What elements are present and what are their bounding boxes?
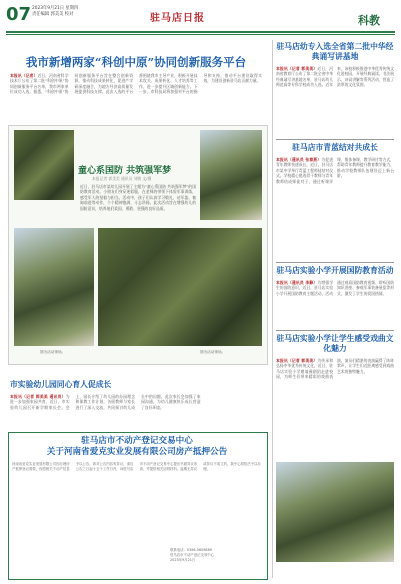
photo-feature-byline: 本报记者 郭美美 通讯员 刘敏 文/摄	[92, 176, 152, 181]
right-article-2-text: 为促进青年教师快速成长，近日，驻马店市某中学举行青蓝工程师徒结对仪式。学校精心挑选骨干教师与青年教师结成师徒对子，通过听课评课、集体备课、教学研讨等方式，帮助青年教师提升教育教学能力，推动学校教师队伍建设迈上新台阶。	[276, 157, 394, 184]
property-notice-body: 河南省爱克实业发展有限公司因办理房产抵押登记需要，现将相关不动产信息予以公告。如对公告内容有异议，请自公告之日起十五个工作日内，向驻马店市不动产登记交易中心提出书面异议申请，并提供相关证明材料。逾期无异议或异议不成立的，我中心将依法予以办理。	[12, 462, 261, 471]
right-article-1-title: 驻马店幼专入选全省第二批中华经典诵写讲基地	[276, 42, 394, 61]
right-article-3-text: 为增强学生的国防意识，近日，驻马店实验小学开展国防教育主题活动。活动通过观看国防教育视频、聆听国防知识讲座、参观军事装备展览等形式，激发了学生的爱国热情。	[276, 280, 394, 296]
right-article-4-title: 驻马店实验小学让学生感受戏曲文化魅力	[276, 334, 394, 353]
page-number: 07	[6, 4, 32, 25]
main-article-body	[10, 73, 262, 121]
photo-children-salute	[14, 228, 94, 346]
notice-issuer: 驻马店市不动产登记交易中心	[170, 553, 215, 557]
property-notice-title	[12, 436, 262, 458]
date-line	[32, 6, 92, 18]
teaching-article-body	[10, 394, 266, 426]
right-article-3-body	[276, 280, 394, 328]
photo-children-training	[200, 130, 262, 220]
photo-opera-performance	[276, 462, 394, 562]
notice-issue-date: 2023年9月21日	[170, 558, 196, 562]
main-article-lead: 本报讯（记者）	[10, 73, 38, 78]
publish-date: 2023年9月21日 星期四	[32, 6, 79, 11]
photo-feature-body: 近日，驻马店市某幼儿园开展了主题为“童心系国防 共筑强军梦”的国防教育活动。小朋友们身穿迷彩服，在老师的带领下体验军事训练，感受军人的坚毅与担当。活动中，孩子们认真学习敬礼、站军姿、匍匐前进等动作，个个精神饱满、斗志昂扬。此次活动旨在增强幼儿的国防意识，培养他们爱国、勇敢、坚强的良好品质。	[80, 184, 196, 211]
photo-children-drill	[98, 228, 262, 346]
photo-feature-title: 童心系国防 共筑强军梦	[78, 166, 172, 176]
editor-credit: 责任编辑 郭美美 校对	[32, 12, 74, 17]
right-article-4-body	[276, 358, 394, 458]
right-article-4-text: 为传承和弘扬中华优秀传统文化，近日，驻马店实验小学邀请豫剧团走进校园，为师生们带来精彩的戏曲表演。演员们精湛的表演赢得了阵阵掌声，让学生们近距离感受到戏曲艺术的独特魅力。	[276, 358, 394, 380]
right-article-1-lead: 本报讯（记者 郭美美）	[276, 66, 318, 71]
right-article-3-title: 驻马店实验小学开展国防教育活动	[276, 266, 394, 275]
right-article-4-lead: 本报讯（记者 郭美美）	[276, 358, 318, 363]
header-rule-thin	[6, 34, 395, 35]
notice-signature	[170, 548, 262, 574]
notice-title-line1: 驻马店市不动产登记交易中心	[81, 436, 193, 446]
notice-contact-phone: 联系电话：0396-5659889	[170, 548, 212, 552]
photo-caption-right: 图为活动现场。	[200, 350, 226, 354]
right-divider-1	[276, 139, 394, 140]
teaching-article-text: 为进一步加强家园共育，近日，市实验幼儿园召开新学期家长会。会上，园长介绍了幼儿园的办园理念和保教工作计划，各班教师与家长进行了深入交流，共同探讨幼儿成长中的问题。此次家长会加强了家园沟通，为幼儿健康快乐成长营造了良好环境。	[10, 394, 201, 410]
right-article-2-lead: 本报讯（通讯员 张春燕）	[276, 157, 322, 162]
right-article-2-title: 驻马店市青蓝结对共成长	[292, 143, 378, 152]
right-article-1-text: 近日，河南省教育厅公布了第二批全省中华经典诵写讲基地名单，驻马店幼儿师范高等专科学校成功入选。近年来，该校积极推进中华优秀传统文化进校园，开展经典诵读、书法展示、诗词讲解等系列活动，营造了浓厚的文化氛围。	[276, 66, 394, 88]
right-article-2-body	[276, 157, 394, 261]
right-article-1-body	[276, 66, 394, 136]
photo-children-camo	[14, 130, 74, 200]
right-article-3-lead: 本报讯（通讯员 李静）	[276, 280, 318, 285]
column-divider	[272, 40, 273, 578]
section-title: 科教	[358, 14, 380, 27]
main-article-text: 近日，河南省科学技术厅公布了第二批“科创中原”协同创新服务平台名单，我市两家单位成功入选。据悉，“科创中原”协同创新服务平台旨在整合创新资源，推动科技成果转化，促进产学研深度融合，为地方经济高质量发展提供科技支撑。此次入选的平台将围绕我市主导产业，积极开展技术攻关、成果转化、人才培养等工作，进一步提升区域创新能力。下一步，市科技局将加强对平台的指导和支持，推动平台建设取得实效，为建设创新驻马店贡献力量。	[10, 73, 262, 95]
photo-caption-left: 图为活动现场。	[40, 350, 66, 354]
newspaper-brand: 驻马店日报	[150, 13, 205, 24]
right-divider-3	[276, 330, 394, 331]
teaching-article-lead: 本报讯（记者 郭美美 通讯员）	[10, 394, 66, 399]
notice-title-line2: 关于河南省爱克实业发展有限公司房产抵押公告	[46, 447, 228, 457]
teaching-article-title: 市实验幼儿园同心育人促成长	[10, 380, 112, 389]
header-rule	[6, 31, 395, 33]
main-headline: 我市新增两家“科创中原”协同创新服务平台	[25, 55, 247, 69]
right-divider-2	[276, 262, 394, 263]
